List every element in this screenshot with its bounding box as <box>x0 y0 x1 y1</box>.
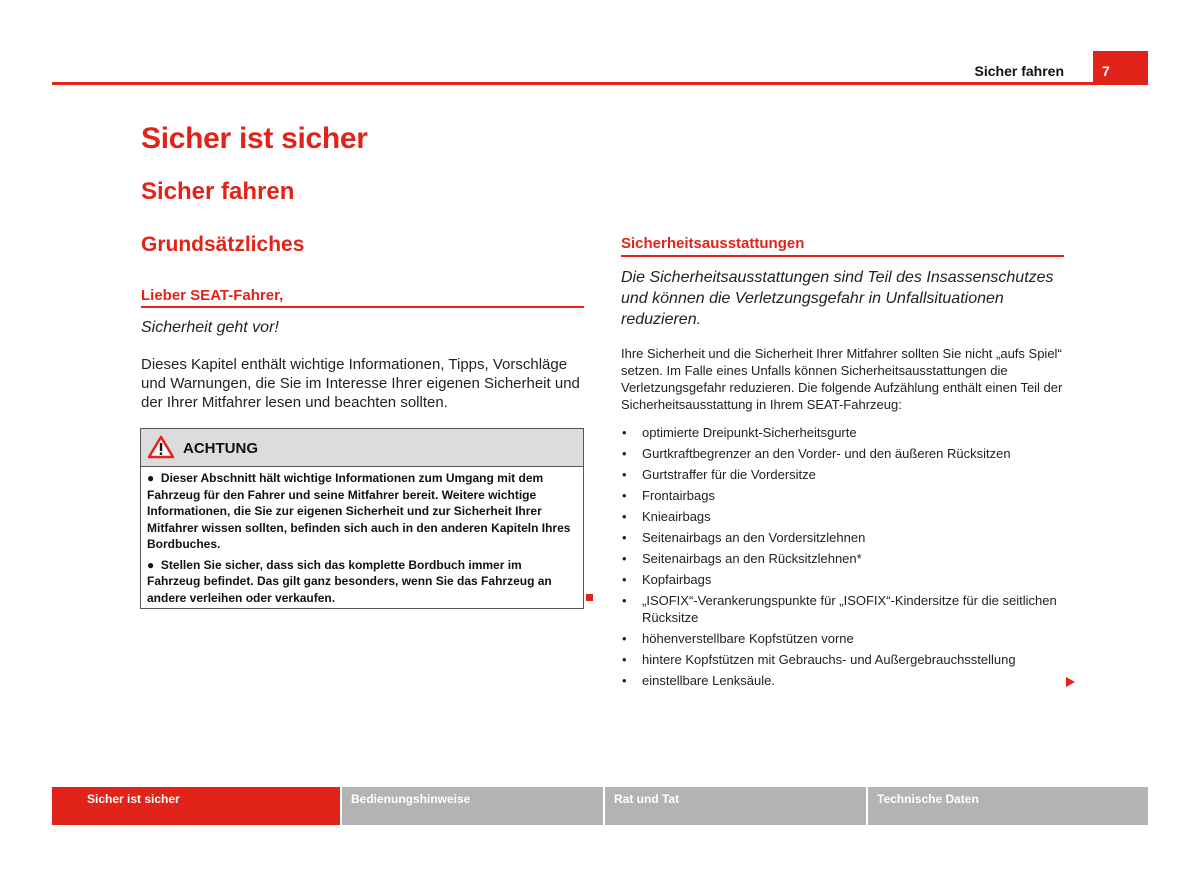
list-item: • Seitenairbags an den Rücksitzlehnen* <box>621 550 1066 567</box>
list-item: • Gurtstraffer für die Vordersitze <box>621 466 1066 483</box>
page-number: 7 <box>1093 51 1148 85</box>
tab-rat-und-tat[interactable]: Rat und Tat <box>605 787 866 825</box>
list-item: • einstellbare Lenksäule. <box>621 672 1066 689</box>
list-item: • Frontairbags <box>621 487 1066 504</box>
left-heading-rule <box>141 306 584 308</box>
warning-triangle-icon <box>148 435 174 459</box>
list-item: • Knieairbags <box>621 508 1066 525</box>
chapter-title: Sicher ist sicher <box>141 122 368 155</box>
header-rule <box>52 82 1148 85</box>
subsection-title: Grundsätzliches <box>141 233 305 256</box>
right-intro: Die Sicherheitsausstattungen sind Teil des Insassenschutzes und können die Verletzungsgefahr in Unfallsituationen reduzieren. <box>621 269 1054 328</box>
safety-feature-list <box>621 424 1066 693</box>
list-item: • „ISOFIX“-Verankerungspunkte für „ISOFIX“-Kindersitze für die seitlichen Rücksitze <box>621 592 1066 626</box>
warning-header <box>141 429 583 467</box>
chapter-tabs <box>52 787 1148 825</box>
right-body: Ihre Sicherheit und die Sicherheit Ihrer Mitfahrer sollten Sie nicht „aufs Spiel“ setzen. Im Falle eines Unfalls können Sicherheitsausstattungen die Verletzungsgefahr reduzieren. Die folgende Aufzählung enthält einen Teil der Sicherheitsausstattung in Ihrem SEAT-Fahrzeug: <box>621 346 1063 412</box>
running-header-title: Sicher fahren <box>974 63 1064 79</box>
warning-item: ● Stellen Sie sicher, dass sich das komplette Bordbuch immer im Fahrzeug befindet. Das gilt ganz besonders, wenn Sie das Fahrzeug an andere verleihen oder verkaufen. <box>147 557 552 605</box>
tab-sicher-ist-sicher[interactable]: Sicher ist sicher <box>52 787 340 825</box>
list-item: • optimierte Dreipunkt-Sicherheitsgurte <box>621 424 1066 441</box>
warning-title: ACHTUNG <box>183 440 258 457</box>
section-end-marker <box>586 594 593 601</box>
tab-bedienungshinweise[interactable]: Bedienungshinweise <box>342 787 603 825</box>
warning-box <box>140 428 584 609</box>
tab-technische-daten[interactable]: Technische Daten <box>868 787 1148 825</box>
right-heading: Sicherheitsausstattungen <box>621 235 805 252</box>
section-title: Sicher fahren <box>141 178 295 205</box>
list-item: • höhenverstellbare Kopfstützen vorne <box>621 630 1066 647</box>
warning-item: ● Dieser Abschnitt hält wichtige Informationen zum Umgang mit dem Fahrzeug für den Fahrer und seine Mitfahrer bereit. Weitere wichtige Informationen, die Sie zur eigenen Sicherheit und zur Sicherheit Ihrer Mitfahrer wissen sollten, befinden sich auch in den anderen Kapiteln Ihres Bordbuches. <box>147 471 571 551</box>
left-body: Dieses Kapitel enthält wichtige Informationen, Tipps, Vorschläge und Warnungen, die Sie im Interesse Ihrer eigenen Sicherheit und der Ihrer Mitfahrer lesen und beachten sollten. <box>141 356 580 411</box>
list-item: • hintere Kopfstützen mit Gebrauchs- und Außergebrauchsstellung <box>621 651 1066 668</box>
continue-arrow-icon <box>1066 677 1075 687</box>
warning-body <box>147 470 573 610</box>
left-intro: Sicherheit geht vor! <box>141 319 279 336</box>
list-item: • Gurtkraftbegrenzer an den Vorder- und den äußeren Rücksitzen <box>621 445 1066 462</box>
list-item: • Seitenairbags an den Vordersitzlehnen <box>621 529 1066 546</box>
left-heading: Lieber SEAT-Fahrer, <box>141 287 284 304</box>
right-heading-rule <box>621 255 1064 257</box>
list-item: • Kopfairbags <box>621 571 1066 588</box>
